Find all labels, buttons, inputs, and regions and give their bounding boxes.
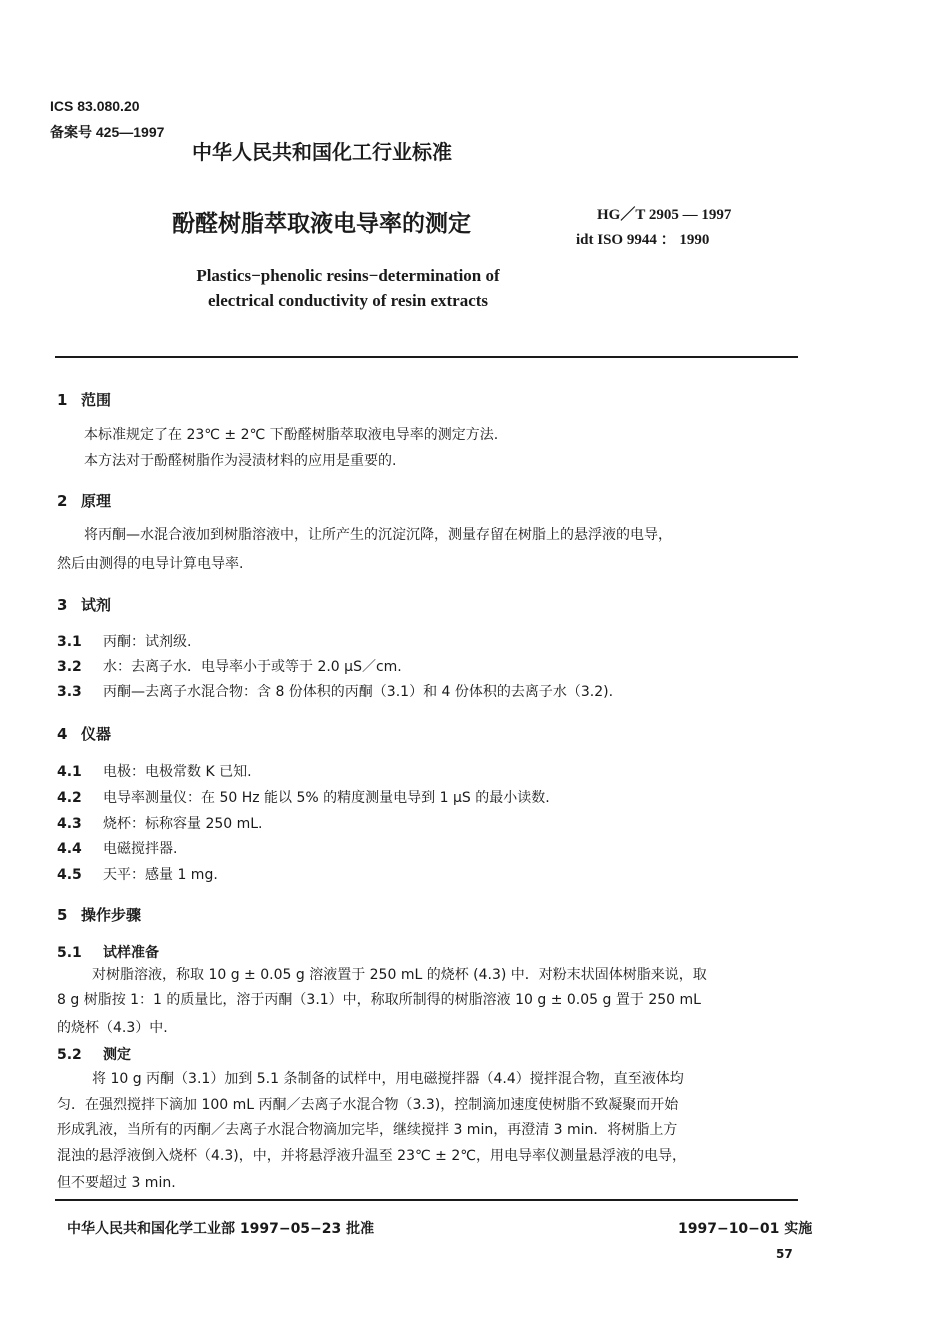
section-3-heading: 3 试剂 [57,596,112,614]
subsection-5-2-line-2: 匀．在强烈搅拌下滴加 100 mL 丙酮／去离子水混合物（3.3)，控制滴加速度使树脂不致凝聚而开始 [57,1097,679,1113]
approval-statement: 中华人民共和国化学工业部 1997−05−23 批准 [67,1221,375,1237]
section-2-paragraph-line-1: 将丙酮—水混合液加到树脂溶液中，让所产生的沉淀沉降，测量存留在树脂上的悬浮液的电导， [84,527,672,543]
subsection-5-2-line-3: 形成乳液，当所有的丙酮／去离子水混合物滴加完毕，继续搅拌 3 min，再澄清 3 min．将树脂上方 [57,1122,678,1138]
section-1-heading: 1 范围 [57,391,112,409]
header-divider [55,356,798,358]
page-number: 57 [776,1247,793,1261]
section-5-heading: 5 操作步骤 [57,906,142,924]
section-4-heading: 4 仪器 [57,725,112,743]
subsection-5-1-line-3: 的烧杯（4.3）中. [57,1020,168,1036]
standard-code: HG／T 2905 — 1997 [597,207,732,223]
list-item: 4.3 烧杯：标称容量 250 mL. [57,816,263,832]
subsection-5-2-line-5: 但不要超过 3 min. [57,1175,176,1191]
section-2-heading: 2 原理 [57,492,112,510]
list-item: 3.3 丙酮—去离子水混合物：含 8 份体积的丙酮（3.1）和 4 份体积的去离子水（3.2). [57,684,614,700]
list-item: 3.2 水：去离子水．电导率小于或等于 2.0 μS／cm. [57,659,402,675]
english-title-line-1: Plastics−phenolic resins−determination of [196,266,500,285]
list-item: 4.2 电导率测量仪：在 50 Hz 能以 5% 的精度测量电导到 1 μS 的最小读数. [57,790,550,806]
subsection-5-2-line-1: 将 10 g 丙酮（3.1）加到 5.1 条制备的试样中，用电磁搅拌器（4.4）搅拌混合物，直至液体均 [92,1071,684,1087]
subsection-5-1-line-2: 8 g 树脂按 1：1 的质量比，溶于丙酮（3.1）中，称取所制得的树脂溶液 10 g ± 0.05 g 置于 250 mL [57,992,701,1008]
list-item: 4.1 电极：电极常数 K 已知. [57,764,252,780]
subsection-5-2-heading: 5.2 测定 [57,1047,131,1063]
subsection-5-1-heading: 5.1 试样准备 [57,945,159,961]
section-1-paragraph-1: 本标准规定了在 23℃ ± 2℃ 下酚醛树脂萃取液电导率的测定方法. [84,427,499,443]
english-title-line-2: electrical conductivity of resin extracts [207,291,489,310]
page-title: 酚醛树脂萃取液电导率的测定 [172,211,471,237]
list-item: 4.4 电磁搅拌器. [57,841,178,857]
iso-equivalent: idt ISO 9944 ： 1990 [576,232,710,248]
subsection-5-2-line-4: 混浊的悬浮液倒入烧杯（4.3)，中，并将悬浮液升温至 23℃ ± 2℃，用电导率仪测量悬浮液的电导， [57,1148,686,1164]
section-1-paragraph-2: 本方法对于酚醛树脂作为浸渍材料的应用是重要的. [84,453,397,469]
standard-organization: 中华人民共和国化工行业标准 [192,140,452,164]
list-item: 3.1 丙酮：试剂级. [57,634,192,650]
footer-divider [55,1199,798,1201]
effective-date: 1997−10−01 实施 [678,1221,813,1237]
subsection-5-1-line-1: 对树脂溶液，称取 10 g ± 0.05 g 溶液置于 250 mL 的烧杯 (4.3) 中．对粉末状固体树脂来说，取 [92,967,707,983]
list-item: 4.5 天平：感量 1 mg. [57,867,218,883]
ics-code: ICS 83.080.20 [50,98,140,114]
record-number: 备案号 425—1997 [50,124,165,140]
section-2-paragraph-line-2: 然后由测得的电导计算电导率. [57,556,244,572]
